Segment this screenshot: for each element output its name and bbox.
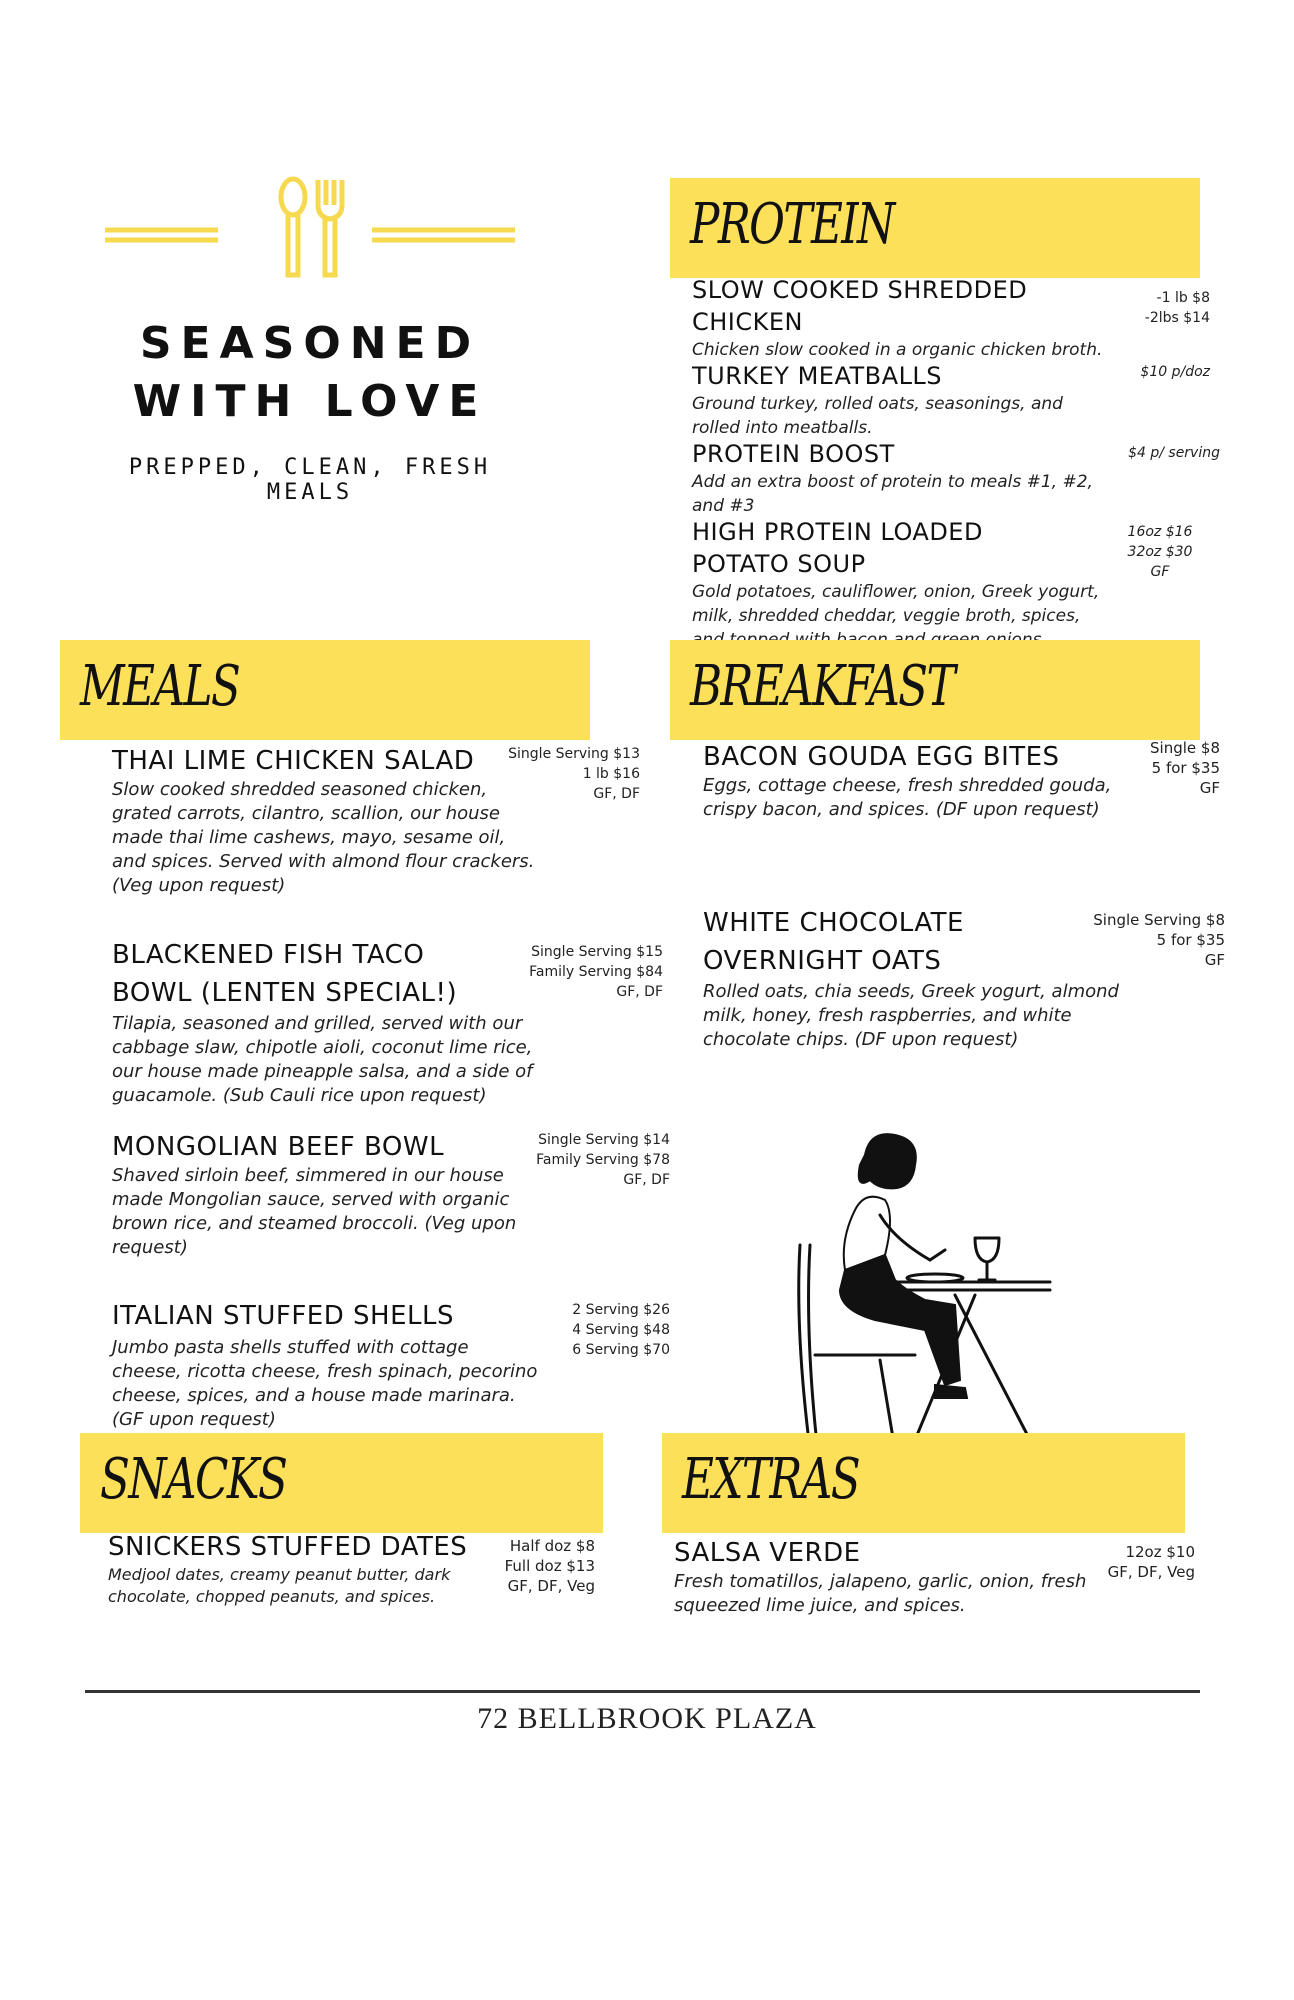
extras-section-banner	[662, 1433, 1185, 1533]
menu-item-price: $10 p/doz	[1140, 364, 1210, 380]
menu-item-description: Chicken slow cooked in a organic chicken broth.	[692, 340, 1103, 360]
menu-item-name: MONGOLIAN BEEF BOWL	[112, 1132, 445, 1162]
menu-item-price: Single Serving $8 5 for $35 GF	[1093, 911, 1225, 969]
menu-item-description: Ground turkey, rolled oats, seasonings, and rolled into meatballs.	[692, 394, 1063, 438]
extras-section-title: EXTRAS	[682, 1447, 860, 1512]
menu-item-description: Shaved sirloin beef, simmered in our house made Mongolian sauce, served with organic brown rice, and steamed broccoli. (Veg upon request)	[112, 1165, 517, 1258]
menu-item-description: Eggs, cottage cheese, fresh shredded gouda, crispy bacon, and spices. (DF upon request)	[703, 775, 1112, 820]
menu-item	[112, 936, 542, 1108]
menu-item	[112, 1296, 542, 1432]
menu-item-name: HIGH PROTEIN LOADED POTATO SOUP	[692, 518, 983, 578]
snacks-section-title: SNACKS	[100, 1447, 287, 1512]
menu-item-description: Gold potatoes, cauliflower, onion, Greek yogurt, milk, shredded cheddar, veggie broth, spices,	[692, 582, 1100, 626]
spoon-fork-icon	[100, 175, 520, 285]
menu-item	[692, 360, 1112, 440]
menu-item-name: ITALIAN STUFFED SHELLS	[112, 1301, 454, 1331]
menu-item-price: $4 p/ serving	[1128, 445, 1220, 461]
breakfast-section-title: BREAKFAST	[690, 654, 955, 719]
menu-item-description: Rolled oats, chia seeds, Greek yogurt, almond milk, honey, fresh raspberries, and white chocolate chips. (DF upon request)	[703, 981, 1119, 1050]
menu-item	[112, 1130, 542, 1260]
menu-item-price: Single Serving $15 Family Serving $84 GF, DF	[529, 944, 663, 1000]
woman-dining-icon	[785, 1130, 1060, 1450]
menu-item-name: BACON GOUDA EGG BITES	[703, 742, 1060, 772]
menu-item-price: -1 lb $8 -2lbs $14	[1144, 290, 1210, 326]
menu-item-name: WHITE CHOCOLATE OVERNIGHT OATS	[703, 908, 964, 976]
protein-section-banner	[670, 178, 1200, 278]
brand-title: SEASONED WITH LOVE	[132, 318, 488, 427]
menu-item-name: THAI LIME CHICKEN SALAD	[112, 746, 475, 776]
menu-item-price: Half doz $8 Full doz $13 GF, DF, Veg	[504, 1537, 595, 1595]
menu-item-description: Add an extra boost of protein to meals #1, #2, and #3	[692, 472, 1093, 516]
menu-item-name: TURKEY MEATBALLS	[692, 362, 943, 390]
menu-item-price: Single Serving $14 Family Serving $78 GF, DF	[536, 1132, 670, 1188]
menu-item-name: SALSA VERDE	[674, 1538, 861, 1568]
menu-item-price: Single $8 5 for $35 GF	[1150, 739, 1220, 797]
menu-item-price: 12oz $10 GF, DF, Veg	[1107, 1543, 1195, 1581]
footer-divider	[85, 1690, 1200, 1693]
menu-item-name: SNICKERS STUFFED DATES	[108, 1532, 468, 1562]
menu-item-price: Single Serving $13 1 lb $16 GF, DF	[508, 746, 640, 802]
meals-section-banner	[60, 640, 590, 740]
footer-address: 72 BELLBROOK PLAZA	[477, 1702, 817, 1735]
menu-item-name: SLOW COOKED SHREDDED CHICKEN	[692, 276, 1028, 336]
menu-item-description: Tilapia, seasoned and grilled, served with our cabbage slaw, chipotle aioli, coconut lime rice, our house made pineapple salsa, and a side of guacamole. (Sub Cauli rice upon request)	[112, 1013, 533, 1106]
menu-item	[692, 274, 1112, 362]
snacks-section-banner	[80, 1433, 603, 1533]
menu-item-description: Slow cooked shredded seasoned chicken, grated carrots, cilantro, scallion, our house made thai lime cashews, mayo, sesame oil, and spices. Served with almond flour crackers. (Veg upon request)	[112, 779, 535, 896]
menu-item-price: 2 Serving $26 4 Serving $48 6 Serving $70	[572, 1302, 670, 1358]
menu-item	[674, 1536, 1094, 1618]
menu-item	[112, 744, 542, 898]
meals-section-title: MEALS	[80, 654, 240, 719]
menu-item-description: Fresh tomatillos, jalapeno, garlic, onion, fresh squeezed lime juice, and spices.	[674, 1571, 1087, 1616]
menu-item-description: Jumbo pasta shells stuffed with cottage cheese, ricotta cheese, fresh spinach, pecorino cheese, spices, and a house made marinara. (GF upon request)	[112, 1337, 538, 1430]
menu-item	[692, 438, 1112, 518]
menu-item-name: PROTEIN BOOST	[692, 440, 895, 468]
menu-item	[108, 1530, 508, 1608]
protein-section-title: PROTEIN	[690, 192, 894, 257]
menu-item-description: Medjool dates, creamy peanut butter, dark chocolate, chopped peanuts, and spices.	[108, 1565, 451, 1606]
brand-tagline: PREPPED, CLEAN, FRESH MEALS	[128, 455, 492, 505]
menu-item-name: BLACKENED FISH TACO BOWL (LENTEN SPECIAL!)	[112, 940, 458, 1008]
menu-item-price: 16oz $16 32oz $30 GF	[1127, 524, 1193, 580]
menu-item	[703, 740, 1133, 822]
breakfast-section-banner	[670, 640, 1200, 740]
menu-item	[692, 516, 1112, 652]
